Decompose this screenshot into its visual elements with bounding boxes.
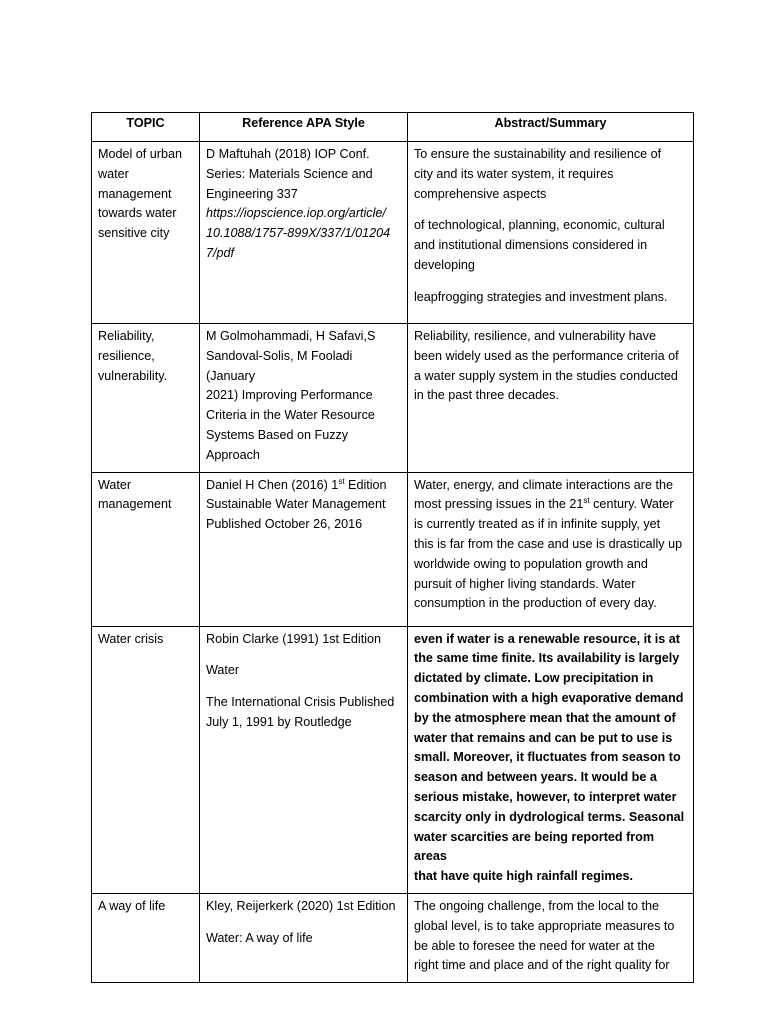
abstract-paragraph: Reliability, resilience, and vulnerability have been widely used as the performance criteria of a water supply system in the studies conducted in the past three decades. — [414, 329, 679, 403]
abstract-paragraph: of technological, planning, economic, cultural and institutional dimensions considered in developing — [414, 218, 665, 272]
abstract-cell — [408, 142, 694, 324]
abstract-cell — [408, 893, 694, 982]
abstract-paragraph — [414, 476, 687, 615]
reference-part: Daniel H Chen (2016) 1 — [206, 477, 339, 492]
reference-cell — [200, 893, 408, 982]
reference-cell — [200, 142, 408, 324]
topic-cell — [92, 472, 200, 626]
reference-text: M Golmohammadi, H Safavi,S Sandoval-Solis, M Fooladi (January 2021) Improving Performance Criteria in the Water Resource Systems Based on Fuzzy Approach — [206, 329, 376, 462]
reference-cell — [200, 324, 408, 473]
reference-cell — [200, 626, 408, 893]
abstract-paragraph: To ensure the sustainability and resilience of city and its water system, it requires comprehensive aspects — [414, 147, 662, 201]
reference-cell — [200, 472, 408, 626]
abstract-paragraph: leapfrogging strategies and investment plans. — [414, 289, 668, 304]
abstract-cell — [408, 472, 694, 626]
topic-cell — [92, 626, 200, 893]
topic-text: Model of urban water management towards water sensitive city — [98, 147, 183, 241]
table-row — [92, 472, 694, 626]
abstract-paragraph: The ongoing challenge, from the local to the global level, is to take appropriate measures to be able to foresee the need for water at the right time and place and of the right quality for — [414, 898, 675, 973]
table-row — [92, 142, 694, 324]
abstract-paragraph: even if water is a renewable resource, it is at the same time finite. Its availability is largely dictated by climate. Low precipitation in combination with a high evaporative demand by the atmosphere mean that the amount of water that remains and can be put to use is small. Moreover, it fluctuates from season to season and between years. It would be a serious mistake, however, to interpret water scarcity only in dydrological terms. Seasonal water scarcities are being reported from areas that have quite high rainfall regimes. — [414, 631, 685, 884]
literature-table — [91, 112, 694, 983]
table-row — [92, 893, 694, 982]
topic-text: Water management — [98, 477, 172, 512]
header-topic: TOPIC — [92, 113, 200, 142]
table-row — [92, 324, 694, 473]
header-reference: Reference APA Style — [200, 113, 408, 142]
table-header-row — [92, 113, 694, 142]
reference-link[interactable]: https://iopscience.iop.org/article/ 10.1088/1757-899X/337/1/01204 7/pdf — [206, 206, 391, 260]
topic-cell — [92, 142, 200, 324]
reference-paragraph: Robin Clarke (1991) 1st Edition — [206, 631, 382, 646]
topic-text: A way of life — [98, 898, 166, 913]
superscript: st — [583, 496, 590, 506]
abstract-cell — [408, 626, 694, 893]
reference-text — [206, 145, 401, 264]
reference-paragraph: Water — [206, 663, 240, 678]
topic-cell — [92, 893, 200, 982]
topic-text: Water crisis — [98, 631, 164, 646]
abstract-cell — [408, 324, 694, 473]
reference-part: Edition Sustainable Water Management Published October 26, 2016 — [206, 477, 387, 532]
abstract-part: century. Water is currently treated as if in infinite supply, yet this is far from the case and use is drastically up worldwide owing to population growth and pursuit of higher living standards. Water consumption in the production of every day. — [414, 497, 683, 611]
table-row — [92, 626, 694, 893]
reference-paragraph: Water: A way of life — [206, 930, 313, 945]
abstract-part: Water, energy, and climate interactions are the most pressing issues in the 21 — [414, 477, 674, 512]
superscript: st — [338, 476, 345, 486]
reference-paragraph: The International Crisis Published July 1, 1991 by Routledge — [206, 695, 395, 729]
reference-paragraph: Kley, Reijerkerk (2020) 1st Edition — [206, 898, 396, 913]
header-abstract: Abstract/Summary — [408, 113, 694, 142]
reference-text — [206, 476, 401, 535]
topic-cell — [92, 324, 200, 473]
reference-citation: D Maftuhah (2018) IOP Conf. Series: Materials Science and Engineering 337 — [206, 147, 373, 201]
topic-text: Reliability, resilience, vulnerability. — [98, 329, 168, 383]
